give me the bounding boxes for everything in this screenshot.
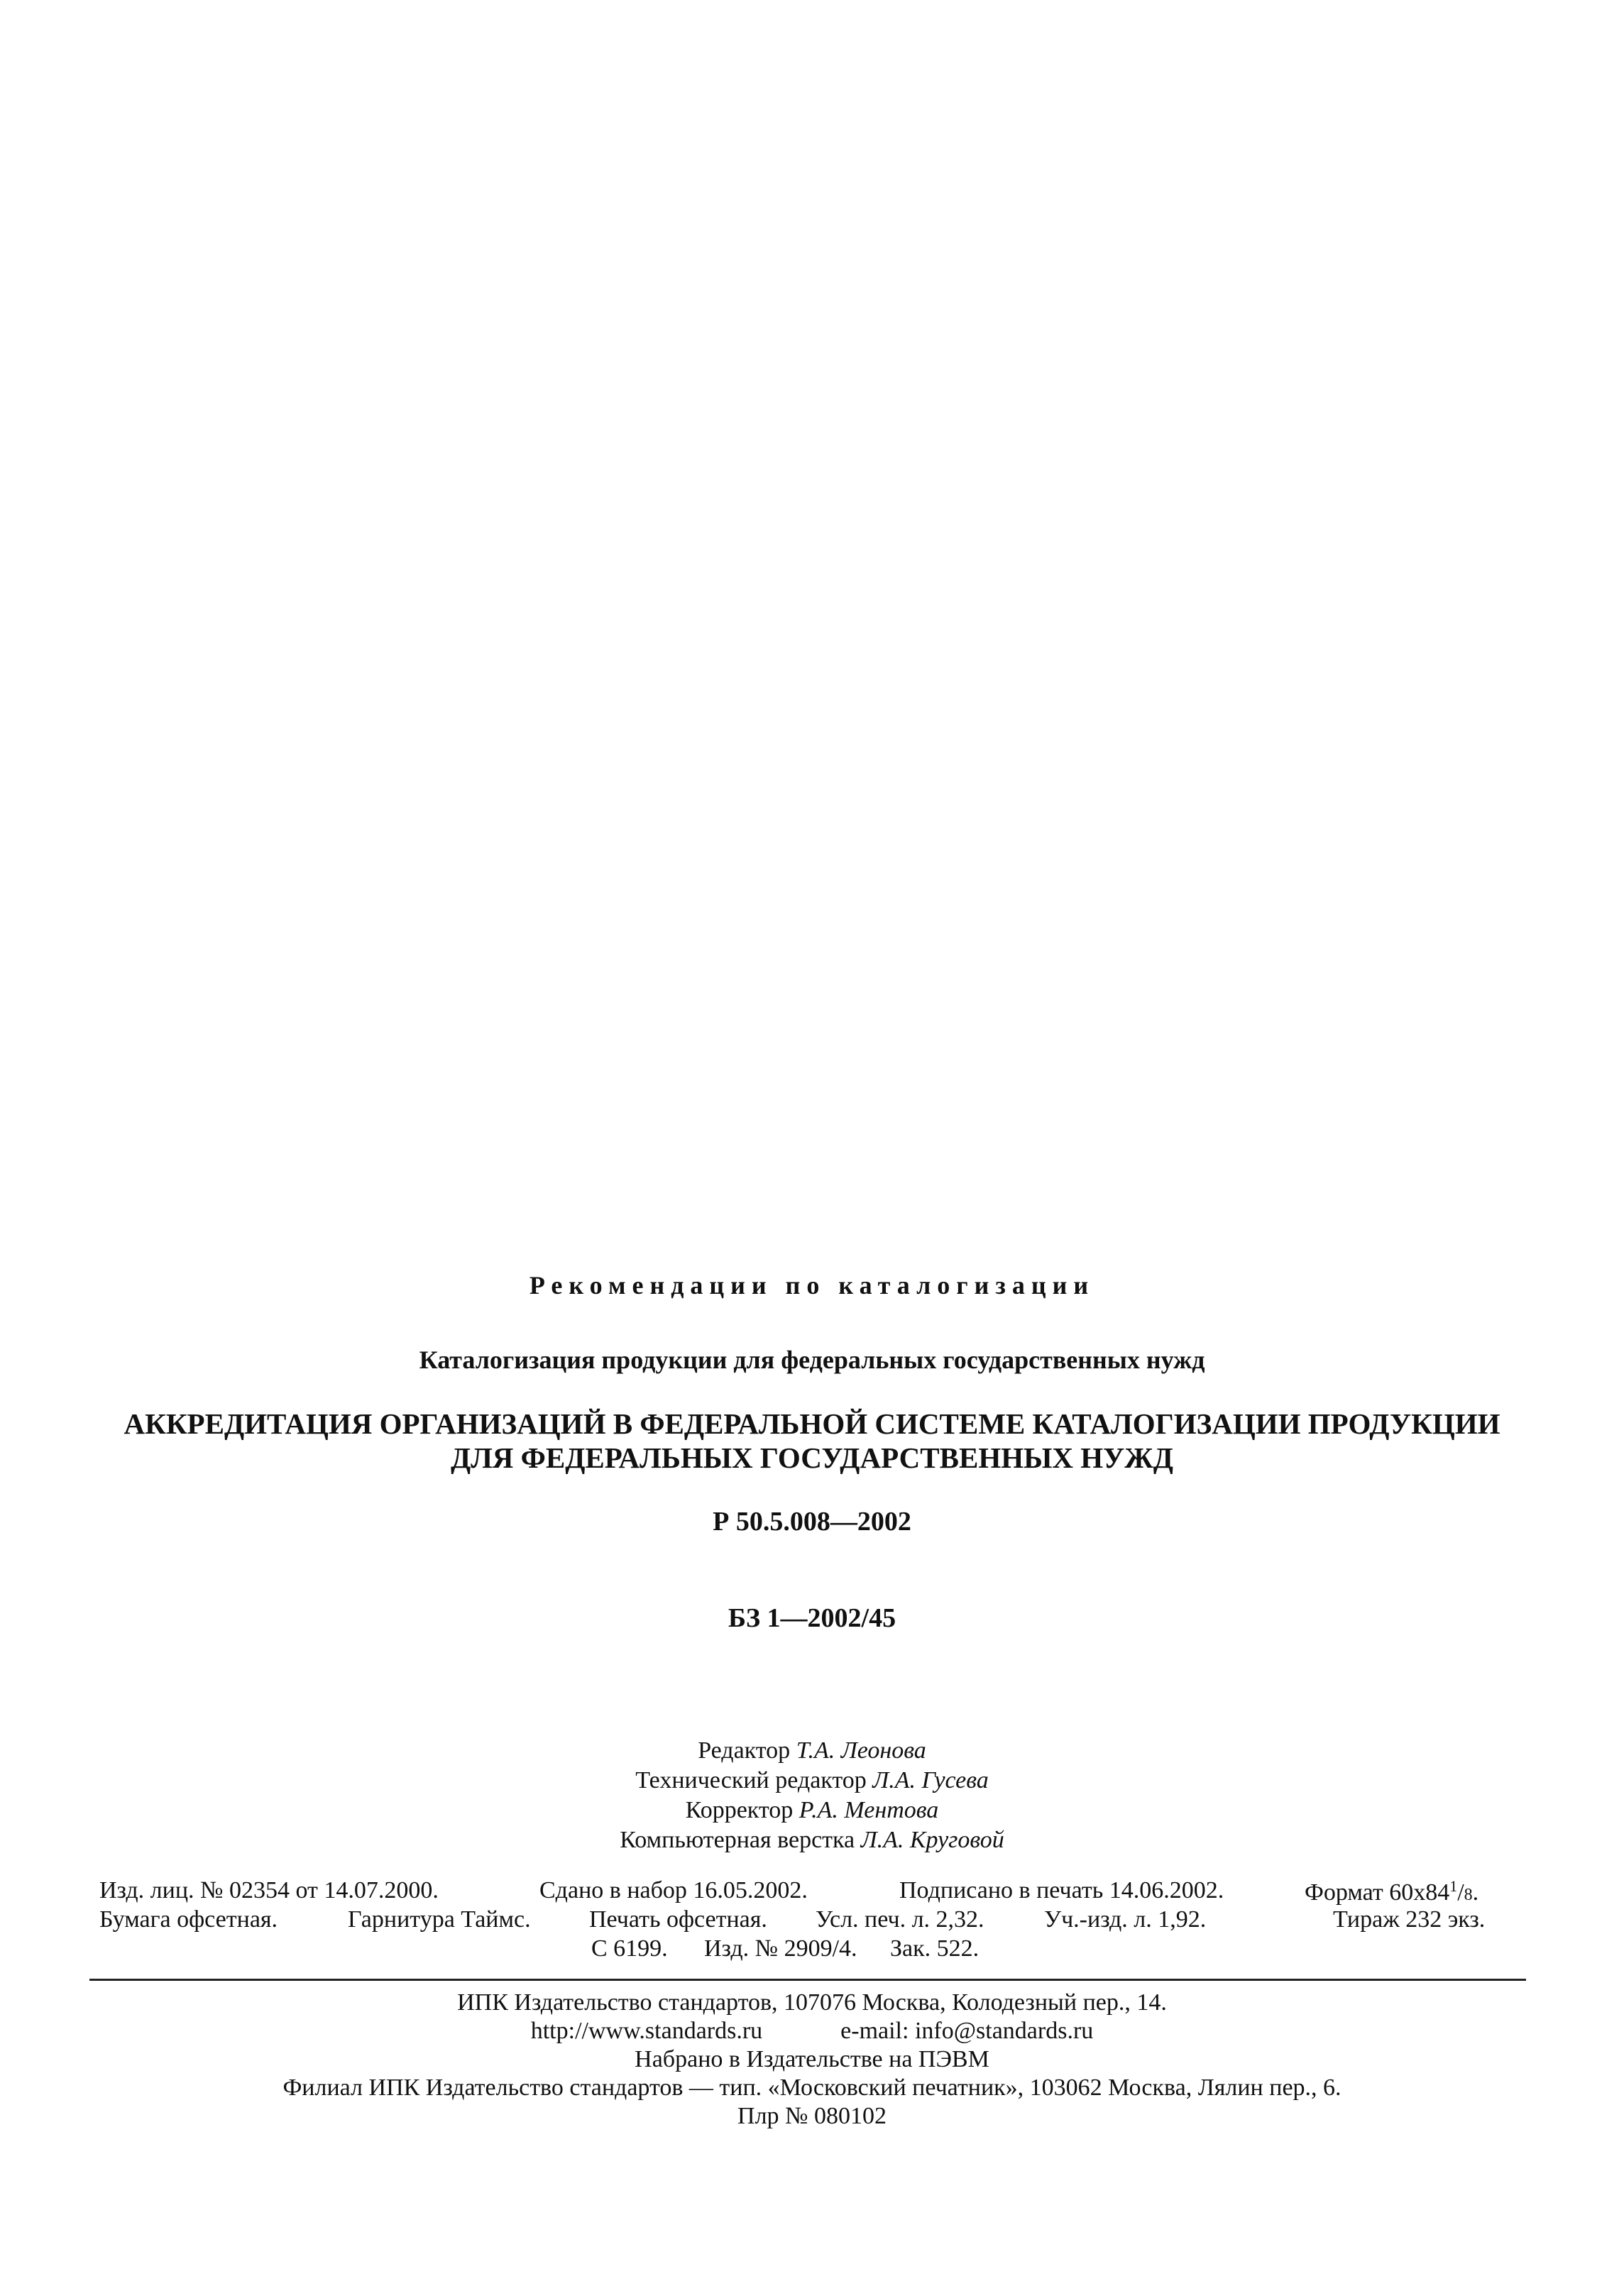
- editor-name: Т.А. Леонова: [796, 1737, 926, 1764]
- imprint-row-2: [99, 1906, 1505, 1935]
- corrector-role: Корректор: [685, 1797, 794, 1823]
- editor-role: Редактор: [698, 1737, 791, 1764]
- imprint-row-3: [99, 1935, 1505, 1964]
- standard-code: Р 50.5.008—2002: [713, 1507, 911, 1537]
- publisher-address: ИПК Издательство стандартов, 107076 Москва, Колодезный пер., 14.: [457, 1989, 1167, 2016]
- order-number: Зак. 522.: [890, 1935, 980, 1962]
- publisher-block: [0, 1989, 1624, 2131]
- bz-number: БЗ 1—2002/45: [728, 1603, 896, 1633]
- circulation: Тираж 232 экз.: [1333, 1906, 1486, 1933]
- license-number: Изд. лиц. № 02354 от 14.07.2000.: [99, 1877, 439, 1903]
- publisher-contacts: [0, 2017, 1624, 2045]
- imprint-row-1: [99, 1877, 1505, 1906]
- imprint-divider: [89, 1979, 1526, 1981]
- typeset-note: Набрано в Издательстве на ПЭВМ: [635, 2046, 989, 2072]
- format-prefix: Формат 60x84: [1305, 1879, 1450, 1906]
- series-heading: Рекомендации по каталогизации: [529, 1271, 1095, 1299]
- layout-credit: [0, 1825, 1624, 1855]
- typeface: Гарнитура Таймс.: [348, 1906, 531, 1933]
- plr-number: Плр № 080102: [737, 2103, 887, 2129]
- publisher-email: e-mail: info@standards.ru: [840, 2018, 1094, 2044]
- printing-type: Печать офсетная.: [589, 1906, 767, 1933]
- format-suffix: .: [1472, 1879, 1479, 1906]
- format-slash: /: [1457, 1879, 1464, 1906]
- typeset-date: Сдано в набор 16.05.2002.: [539, 1877, 808, 1903]
- signed-date: Подписано в печать 14.06.2002.: [899, 1877, 1224, 1903]
- corrector-name: Р.А. Ментова: [799, 1797, 939, 1823]
- staff-credits: [0, 1736, 1624, 1855]
- tech-editor-name: Л.А. Гусева: [872, 1767, 989, 1793]
- edit-sheets: Уч.-изд. л. 1,92.: [1044, 1906, 1207, 1933]
- layout-name: Л.А. Круговой: [860, 1827, 1004, 1853]
- document-subtitle: Каталогизация продукции для федеральных государственных нужд: [419, 1346, 1205, 1374]
- print-sheets: Усл. печ. л. 2,32.: [816, 1906, 984, 1933]
- editor-credit: [0, 1736, 1624, 1766]
- format-sup: 1: [1449, 1877, 1458, 1895]
- paper-type: Бумага офсетная.: [99, 1906, 278, 1933]
- document-title: [0, 1407, 1624, 1475]
- c-number: С 6199.: [591, 1935, 668, 1962]
- printer-address: Филиал ИПК Издательство стандартов — тип. «Московский печатник», 103062 Москва, Лялин пер., 6.: [282, 2075, 1342, 2101]
- title-line-1: АККРЕДИТАЦИЯ ОРГАНИЗАЦИЙ В ФЕДЕРАЛЬНОЙ СИСТЕМЕ КАТАЛОГИЗАЦИИ ПРОДУКЦИИ: [124, 1407, 1500, 1440]
- tech-editor-role: Технический редактор: [635, 1767, 867, 1793]
- format: [1305, 1877, 1478, 1906]
- layout-role: Компьютерная верстка: [620, 1827, 855, 1853]
- publisher-website: http://www.standards.ru: [530, 2018, 763, 2044]
- format-sub: 8: [1464, 1886, 1473, 1904]
- tech-editor-credit: [0, 1766, 1624, 1796]
- corrector-credit: [0, 1796, 1624, 1825]
- edition-number: Изд. № 2909/4.: [704, 1935, 857, 1962]
- title-line-2: ДЛЯ ФЕДЕРАЛЬНЫХ ГОСУДАРСТВЕННЫХ НУЖД: [451, 1441, 1173, 1474]
